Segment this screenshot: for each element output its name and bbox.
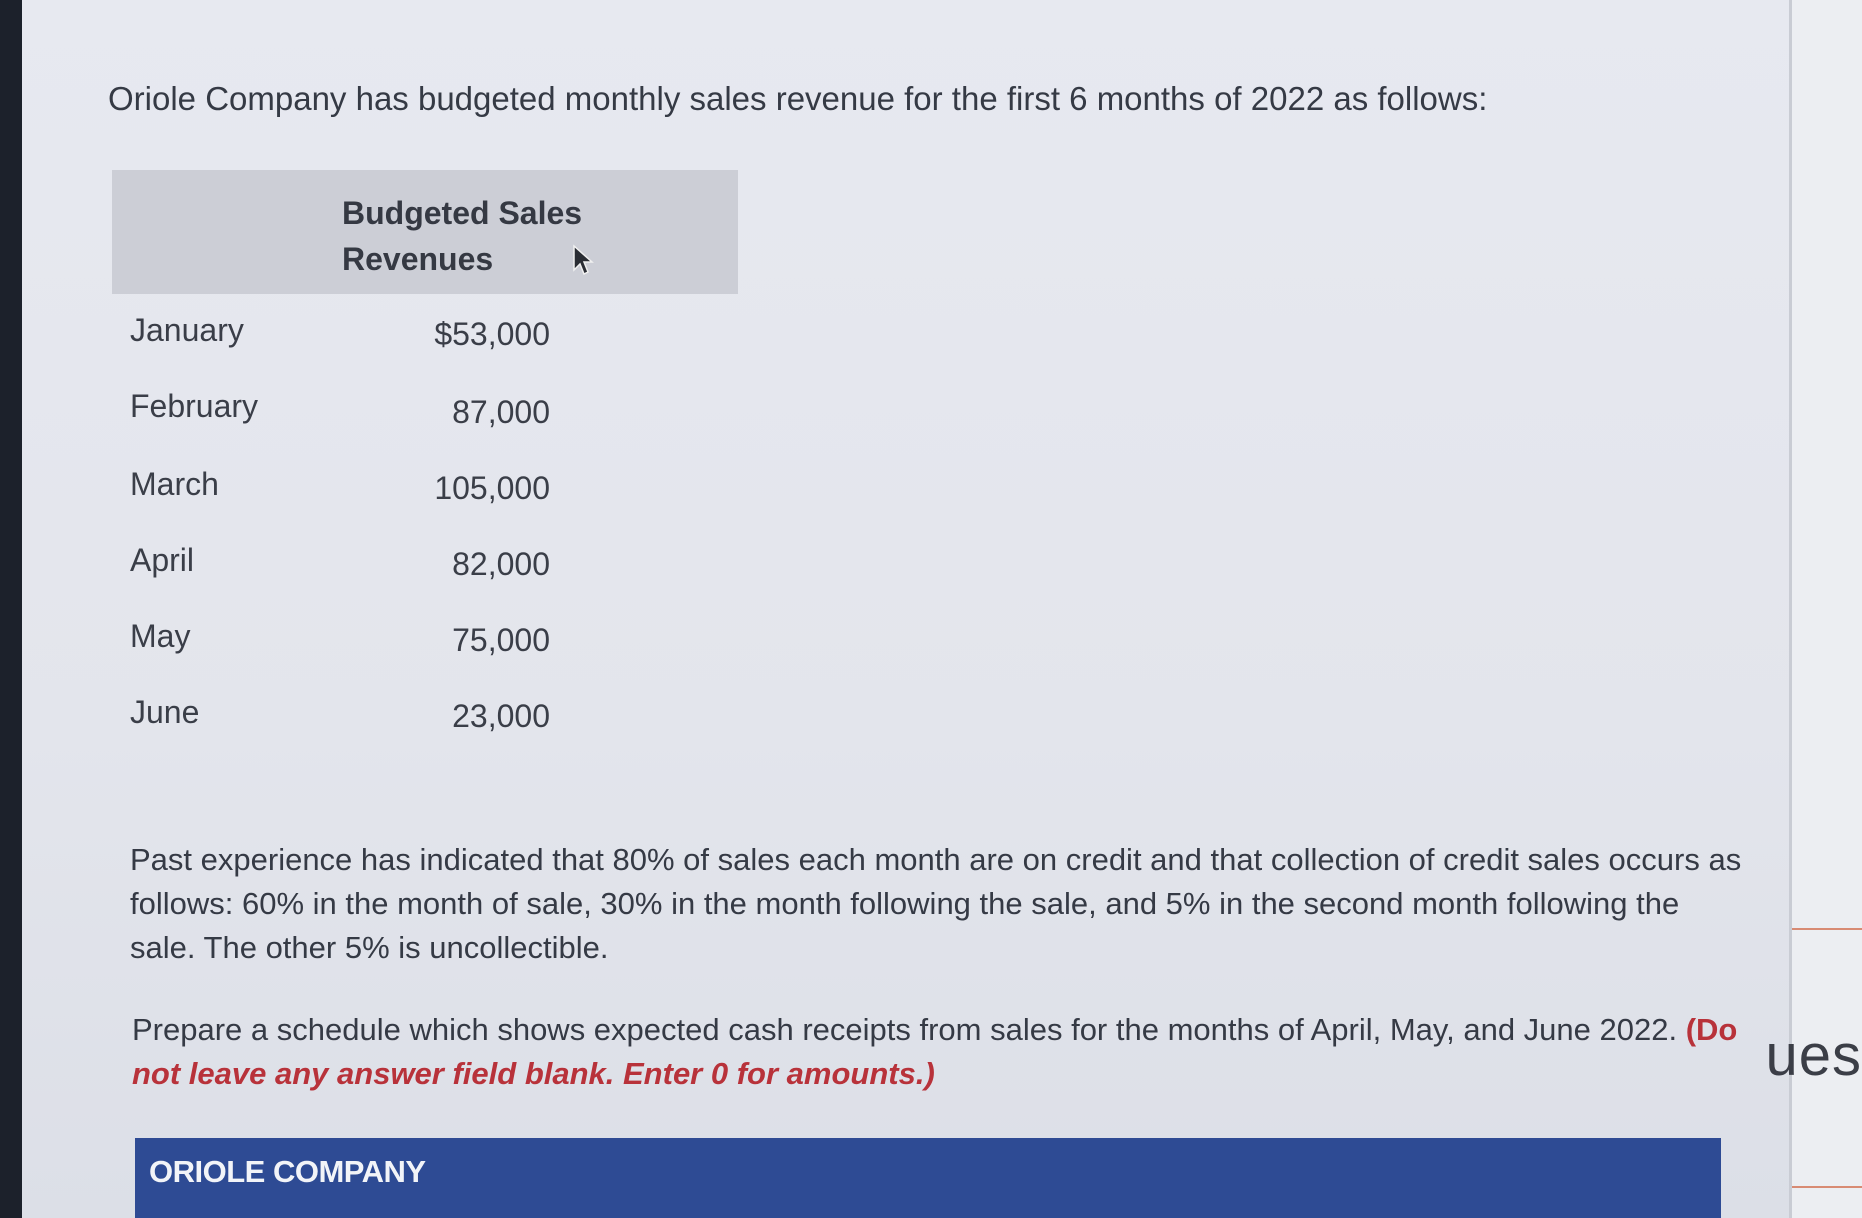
instruction-note-open: (Do <box>1685 1012 1738 1047</box>
month-label: April <box>130 542 195 578</box>
month-label: January <box>130 312 244 348</box>
month-label: June <box>130 694 200 730</box>
amount-value: 75,000 <box>452 622 550 658</box>
mouse-cursor-icon <box>572 244 594 278</box>
company-name: ORIOLE COMPANY <box>149 1154 426 1189</box>
amount-value: $53,000 <box>434 316 550 352</box>
month-label: March <box>130 466 219 502</box>
adjacent-window-text: ues <box>1765 1023 1862 1088</box>
month-label: May <box>130 618 191 654</box>
experience-paragraph: Past experience has indicated that 80% of sales each month are on credit and that collection of credit sales occurs as follows: 60% in the month of sale, 30% in the month following the sale, and 5% in the second month following the sale. The other 5% is uncollectible. <box>130 842 1742 965</box>
instruction-paragraph <box>132 1008 1752 1096</box>
amount-value: 105,000 <box>434 470 550 506</box>
screen <box>22 0 1812 1218</box>
amount-value: 82,000 <box>452 546 550 582</box>
divider <box>1792 928 1862 930</box>
header-line2: Revenues <box>342 241 494 277</box>
monitor-bezel <box>0 0 22 1218</box>
instruction-note: not leave any answer field blank. Enter 0 for amounts.) <box>132 1056 935 1091</box>
amount-value: 23,000 <box>452 698 550 734</box>
intro-text: Oriole Company has budgeted monthly sales revenue for the first 6 months of 2022 as follows: <box>108 80 1488 117</box>
amount-value: 87,000 <box>452 394 550 430</box>
month-label: February <box>130 388 259 424</box>
adjacent-window-panel <box>1765 0 1862 1218</box>
header-line1: Budgeted Sales <box>342 195 583 231</box>
company-header-bar <box>135 1138 1721 1218</box>
divider <box>1792 1186 1862 1188</box>
table-header-label <box>342 190 582 282</box>
instruction-text: Prepare a schedule which shows expected cash receipts from sales for the months of April, May, and June 2022. <box>132 1012 1678 1047</box>
